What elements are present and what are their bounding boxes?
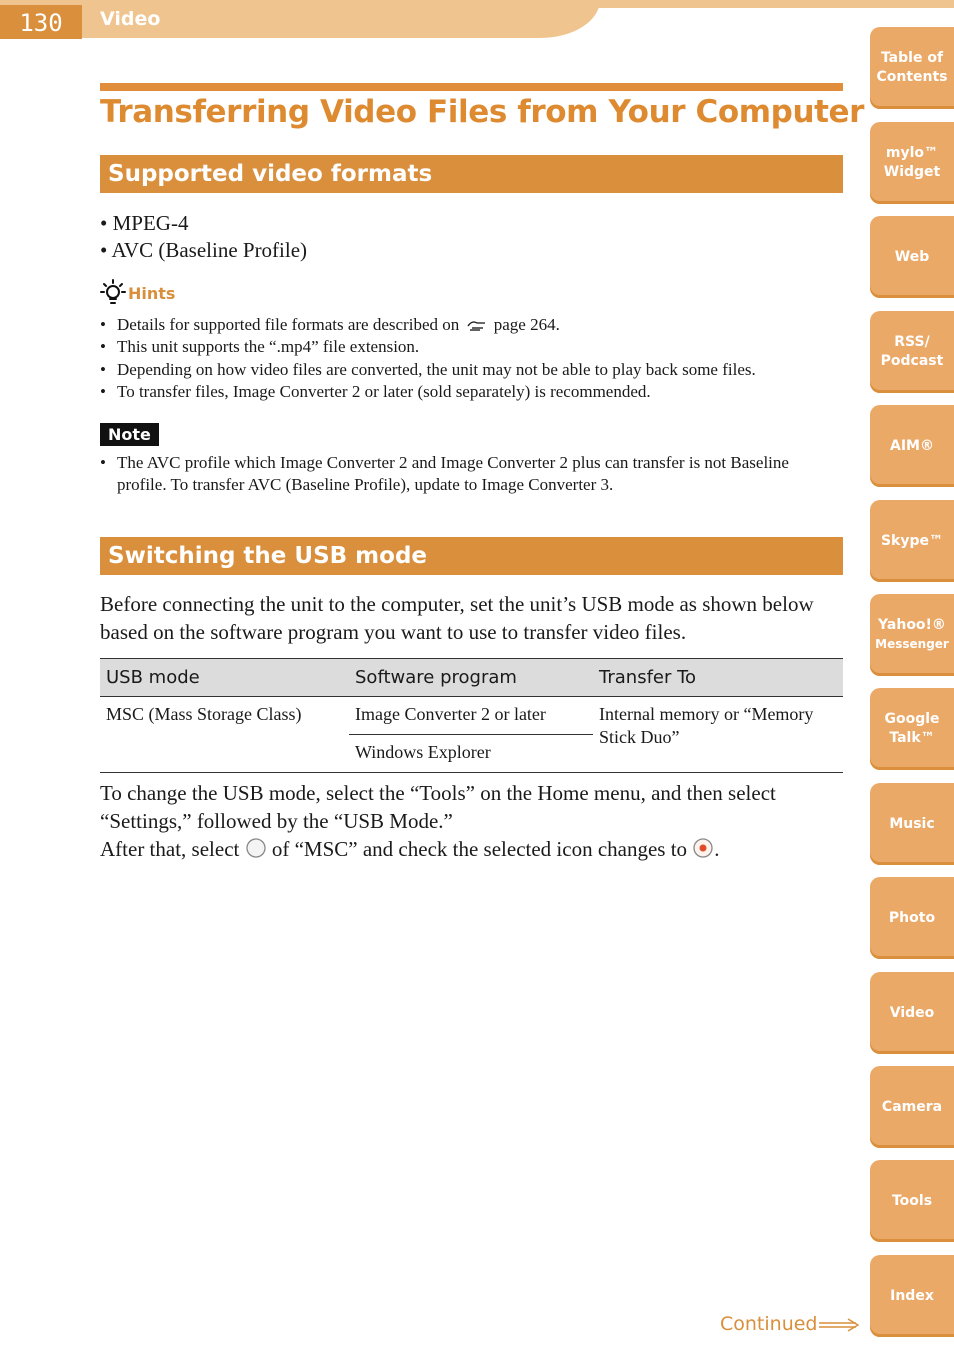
formats-list (100, 210, 307, 264)
radio-selected-icon (692, 837, 714, 859)
page-title: Transferring Video Files from Your Computer (100, 94, 865, 130)
tab-music[interactable]: Music (870, 783, 954, 865)
tab-yahoo-messenger[interactable]: Yahoo!® Messenger (870, 594, 954, 676)
arrow-right-icon (818, 1318, 860, 1332)
list-item: • To transfer files, Image Converter 2 or later (sold separately) is recommended. (100, 381, 850, 403)
table-header: Software program (349, 659, 593, 697)
continued-label: Continued (720, 1313, 818, 1335)
tab-web[interactable]: Web (870, 216, 954, 298)
title-rule (100, 83, 843, 91)
tab-google-talk[interactable]: Google Talk™ (870, 688, 954, 770)
list-item: • Details for supported file formats are described on page 264. (100, 314, 850, 336)
usb-intro: Before connecting the unit to the computer, set the unit’s USB mode as shown below based on the software program you want to use to transfer video files. (100, 592, 814, 644)
table-cell: Image Converter 2 or later (349, 697, 593, 735)
tab-mylo-widget[interactable]: mylo™ Widget (870, 122, 954, 204)
tab-tools[interactable]: Tools (870, 1160, 954, 1242)
list-item: • Depending on how video files are converted, the unit may not be able to play back some files. (100, 359, 850, 381)
tab-rss-podcast[interactable]: RSS/ Podcast (870, 311, 954, 393)
tab-skype[interactable]: Skype™ (870, 500, 954, 582)
tab-camera[interactable]: Camera (870, 1066, 954, 1148)
closing-text: To change the USB mode, select the “Tools” on the Home menu, and then select “Settings,” followed by the “USB Mode.” After that, select of “MSC” and check the selected icon changes to . (100, 781, 776, 861)
tab-video[interactable]: Video (870, 972, 954, 1054)
table-cell: Internal memory or “Memory Stick Duo” (593, 697, 843, 773)
section-heading-usb: Switching the USB mode (100, 537, 843, 575)
tab-index[interactable]: Index (870, 1255, 954, 1337)
list-item: • This unit supports the “.mp4” file extension. (100, 336, 850, 358)
page-reference-icon (466, 318, 488, 332)
section-name: Video (100, 8, 161, 30)
note-list (100, 452, 830, 497)
hints-label: Hints (128, 284, 176, 303)
usb-mode-table (100, 658, 843, 773)
list-item: • The AVC profile which Image Converter 2 and Image Converter 2 plus can transfer is not Baseline profile. To transfer AVC (Baseline Profile), update to Image Converter 3. (100, 452, 830, 497)
table-header: USB mode (100, 659, 349, 697)
tab-photo[interactable]: Photo (870, 877, 954, 959)
tab-aim[interactable]: AIM® (870, 405, 954, 487)
note-badge: Note (100, 423, 159, 446)
tab-table-of-contents[interactable]: Table of Contents (870, 27, 954, 109)
table-cell: MSC (Mass Storage Class) (100, 697, 349, 773)
header-band (0, 0, 600, 38)
header-strip (540, 0, 954, 8)
list-item: • AVC (Baseline Profile) (100, 237, 307, 264)
table-cell: Windows Explorer (349, 735, 593, 773)
table-header: Transfer To (593, 659, 843, 697)
section-heading-formats: Supported video formats (100, 155, 843, 193)
page-number: 130 (0, 5, 82, 39)
radio-unselected-icon (245, 837, 267, 859)
lightbulb-icon (100, 278, 126, 308)
hints-list (100, 314, 850, 403)
list-item: • MPEG-4 (100, 210, 307, 237)
